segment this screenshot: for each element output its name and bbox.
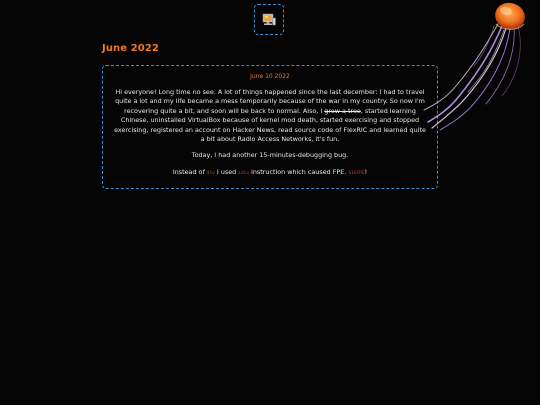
jellyfish-decoration (420, 0, 540, 150)
post-text: Instead of (172, 167, 207, 176)
post-text: instruction which caused FPE. (249, 167, 349, 176)
post-text: Hi everyone! Long time no see. A lot of things happened since the last december: I had to travel quite a lot and my life became a mess temporarily because of the war in my country. So now I'm recovering quite a bit, and soon will be back to normal. Also, I (115, 88, 425, 115)
inline-code-sigfpe: SIGFPE (348, 170, 365, 176)
post-date: June 10 2022 (250, 73, 290, 80)
post-paragraph-intro (113, 88, 427, 144)
computer-icon (262, 13, 276, 26)
month-heading: June 2022 (102, 43, 159, 54)
post-text: , started learning Chinese, uninstalled VirtualBox because of kernel mod death, started exercising and stopped exercising, registered an account on Hacker News, read source code of FlexRIC and learned quite a bit about Radio Access Networks, it's fun. (114, 106, 426, 144)
inline-code-div: div (206, 170, 215, 176)
post-paragraph-instruction (113, 168, 427, 178)
post-text: ! (364, 167, 368, 176)
home-link[interactable] (254, 4, 284, 35)
post-paragraph-bug: Today, I had another 15-minutes-debugging bug. (191, 151, 349, 160)
post-text: I used (214, 167, 239, 176)
inline-code-idiv: idiv (238, 170, 250, 176)
post-card (102, 65, 438, 189)
strikethrough-text: grew a tree (324, 106, 361, 115)
